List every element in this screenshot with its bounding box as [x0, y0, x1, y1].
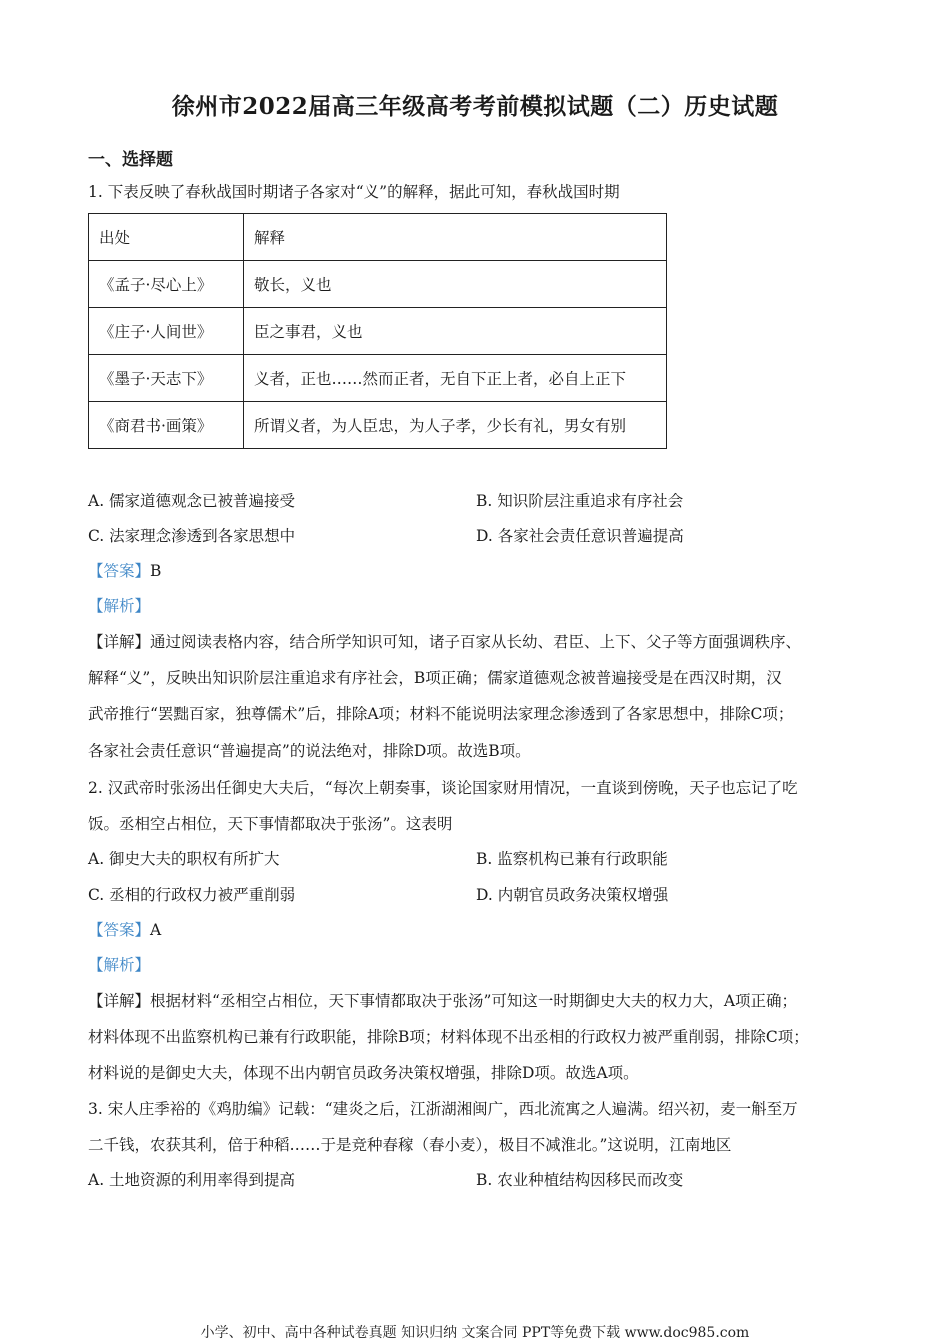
- q2-option-b: B. 监察机构已兼有行政职能: [476, 850, 668, 868]
- table-header-cell: 出处: [89, 214, 244, 261]
- table-row: [89, 261, 667, 308]
- table-cell-source: 《墨子·天志下》: [89, 355, 244, 402]
- q1-stem: 1. 下表反映了春秋战国时期诸子各家对“义”的解释，据此可知，春秋战国时期: [88, 183, 620, 201]
- q1-option-c: C. 法家理念渗透到各家思想中: [88, 527, 296, 545]
- table-row: [89, 308, 667, 355]
- q1-analysis-tag: 【解析】: [88, 597, 151, 615]
- answer-value: B: [150, 562, 162, 580]
- table-header-row: [89, 214, 667, 261]
- section-title: 一、选择题: [88, 150, 173, 170]
- table-cell-explanation: 所谓义者，为人臣忠，为人子孝，少长有礼，男女有别: [244, 402, 667, 449]
- table-cell-source: 《庄子·人间世》: [89, 308, 244, 355]
- answer-tag: 【答案】: [88, 562, 151, 580]
- detail-text: 通过阅读表格内容，结合所学知识可知，诸子百家从长幼、君臣、上下、父子等方面强调秩序、: [150, 633, 802, 651]
- q1-source-table: [88, 213, 667, 449]
- q2-detail-line: [88, 990, 797, 1012]
- table-cell-explanation: 臣之事君，义也: [244, 308, 667, 355]
- page-title: 徐州市2022届高三年级高考考前模拟试题（二）历史试题: [171, 93, 779, 120]
- q2-analysis-tag: 【解析】: [88, 956, 151, 974]
- q2-stem-line: 2. 汉武帝时张汤出任御史大夫后，“每次上朝奏事，谈论国家财用情况，一直谈到傍晚，天子也忘记了吃: [88, 779, 798, 797]
- answer-value: A: [150, 921, 162, 939]
- q1-option-d: D. 各家社会责任意识普遍提高: [476, 527, 684, 545]
- q1-answer: [88, 560, 161, 582]
- q1-option-b: B. 知识阶层注重追求有序社会: [476, 492, 684, 510]
- q1-option-a: A. 儒家道德观念已被普遍接受: [88, 492, 296, 510]
- q2-detail-line: 材料说的是御史大夫，体现不出内朝官员政务决策权增强，排除D项。故选A项。: [88, 1064, 639, 1082]
- q3-option-a: A. 土地资源的利用率得到提高: [88, 1171, 296, 1189]
- q1-detail-line: 各家社会责任意识“普遍提高”的说法绝对，排除D项。故选B项。: [88, 742, 531, 760]
- table-cell-explanation: 义者，正也……然而正者，无自下正上者，必自上正下: [244, 355, 667, 402]
- q1-detail-line: 解释“义”，反映出知识阶层注重追求有序社会，B项正确；儒家道德观念被普遍接受是在西汉时期，汉: [88, 669, 782, 687]
- q3-option-b: B. 农业种植结构因移民而改变: [476, 1171, 684, 1189]
- detail-tag: 【详解】: [88, 633, 151, 651]
- table-header-cell: 解释: [244, 214, 667, 261]
- q2-option-c: C. 丞相的行政权力被严重削弱: [88, 886, 296, 904]
- answer-tag: 【答案】: [88, 921, 151, 939]
- table-cell-explanation: 敬长，义也: [244, 261, 667, 308]
- q2-option-d: D. 内朝官员政务决策权增强: [476, 886, 669, 904]
- page-footer: 小学、初中、高中各种试卷真题 知识归纳 文案合同 PPT等免费下载 www.doc985.com: [200, 1325, 750, 1341]
- q2-answer: [88, 919, 161, 941]
- q3-stem-line: 二千钱，农获其利，倍于种稻……于是竞种春稼（春小麦），极目不减淮北。”这说明，江南地区: [88, 1136, 732, 1154]
- table-cell-source: 《商君书·画策》: [89, 402, 244, 449]
- q3-stem-line: 3. 宋人庄季裕的《鸡肋编》记载：“建炎之后，江浙湖湘闽广，西北流寓之人遍满。绍兴初，麦一斛至万: [88, 1100, 798, 1118]
- q1-detail-line: [88, 631, 801, 653]
- q1-detail-line: 武帝推行“罢黜百家，独尊儒术”后，排除A项；材料不能说明法家理念渗透到了各家思想中，排除C项；: [88, 705, 794, 723]
- detail-tag: 【详解】: [88, 992, 151, 1010]
- q2-detail-line: 材料体现不出监察机构已兼有行政职能，排除B项；材料体现不出丞相的行政权力被严重削弱，排除C项；: [88, 1028, 809, 1046]
- table-cell-source: 《孟子·尽心上》: [89, 261, 244, 308]
- q2-stem-line: 饭。丞相空占相位，天下事情都取决于张汤”。这表明: [88, 815, 453, 833]
- q2-option-a: A. 御史大夫的职权有所扩大: [88, 850, 280, 868]
- table-row: [89, 355, 667, 402]
- detail-text: 根据材料“丞相空占相位，天下事情都取决于张汤”可知这一时期御史大夫的权力大，A项正确；: [150, 992, 798, 1010]
- table-row: [89, 402, 667, 449]
